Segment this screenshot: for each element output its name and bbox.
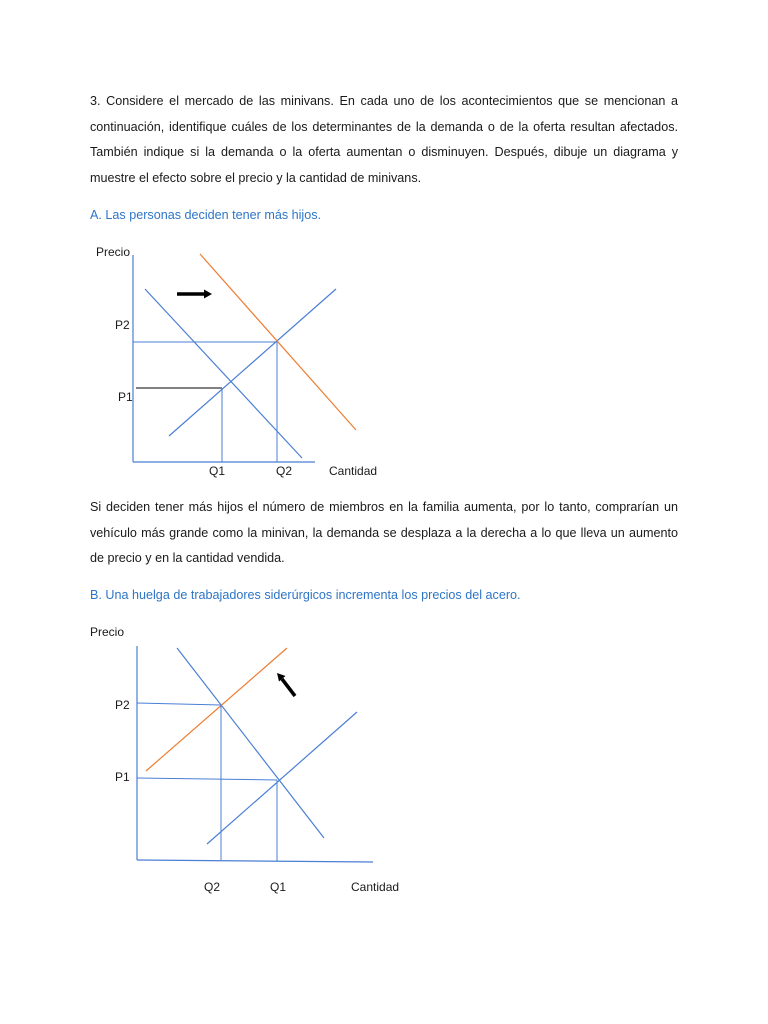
part-b-shift-arrow (282, 679, 295, 696)
part-a-heading: A. Las personas deciden tener más hijos. (90, 208, 322, 222)
part-b-demand-curve (177, 648, 324, 838)
part-a-price-label-p1: P1 (118, 390, 133, 404)
part-b-quantity-label-q2: Q2 (204, 880, 221, 894)
part-b-supply-curve (207, 712, 357, 844)
part-b-y-axis-label: Precio (90, 625, 125, 639)
part-b-shifted-supply-curve (146, 648, 287, 771)
part-b-p1-guide (137, 778, 277, 780)
part-b-heading: B. Una huelga de trabajadores siderúrgicos incrementa los precios del acero. (90, 588, 521, 602)
part-b-x-axis-label: Cantidad (351, 880, 400, 894)
part-a-price-label-p2: P2 (115, 318, 130, 332)
part-a-quantity-label-q2: Q2 (276, 464, 293, 478)
part-a-quantity-label-q1: Q1 (209, 464, 226, 478)
part-b-price-label-p1: P1 (115, 770, 130, 784)
part-a-explanation: Si deciden tener más hijos el número de miembros en la familia aumenta, por lo tanto, comprarían un vehículo más grande como la minivan, la demanda se desplaza a la derecha a lo que lleva un aumento de precio y en la cantidad vendida. (90, 500, 678, 566)
part-b-quantity-label-q1: Q1 (270, 880, 287, 894)
part-b-p2-guide (137, 703, 221, 705)
part-b-price-label-p2: P2 (115, 698, 130, 712)
part-b-x-axis (137, 860, 373, 862)
part-a-x-axis-label: Cantidad (329, 464, 378, 478)
question-intro: 3. Considere el mercado de las minivans. En cada uno de los acontecimientos que se mencionan a continuación, identifique cuáles de los determinantes de la demanda o de la oferta resultan afectados. También indique si la demanda o la oferta aumentan o disminuyen. Después, dibuje un diagrama y muestre el efecto sobre el precio y la cantidad de minivans. (90, 94, 678, 186)
part-a-y-axis-label: Precio (96, 245, 131, 259)
